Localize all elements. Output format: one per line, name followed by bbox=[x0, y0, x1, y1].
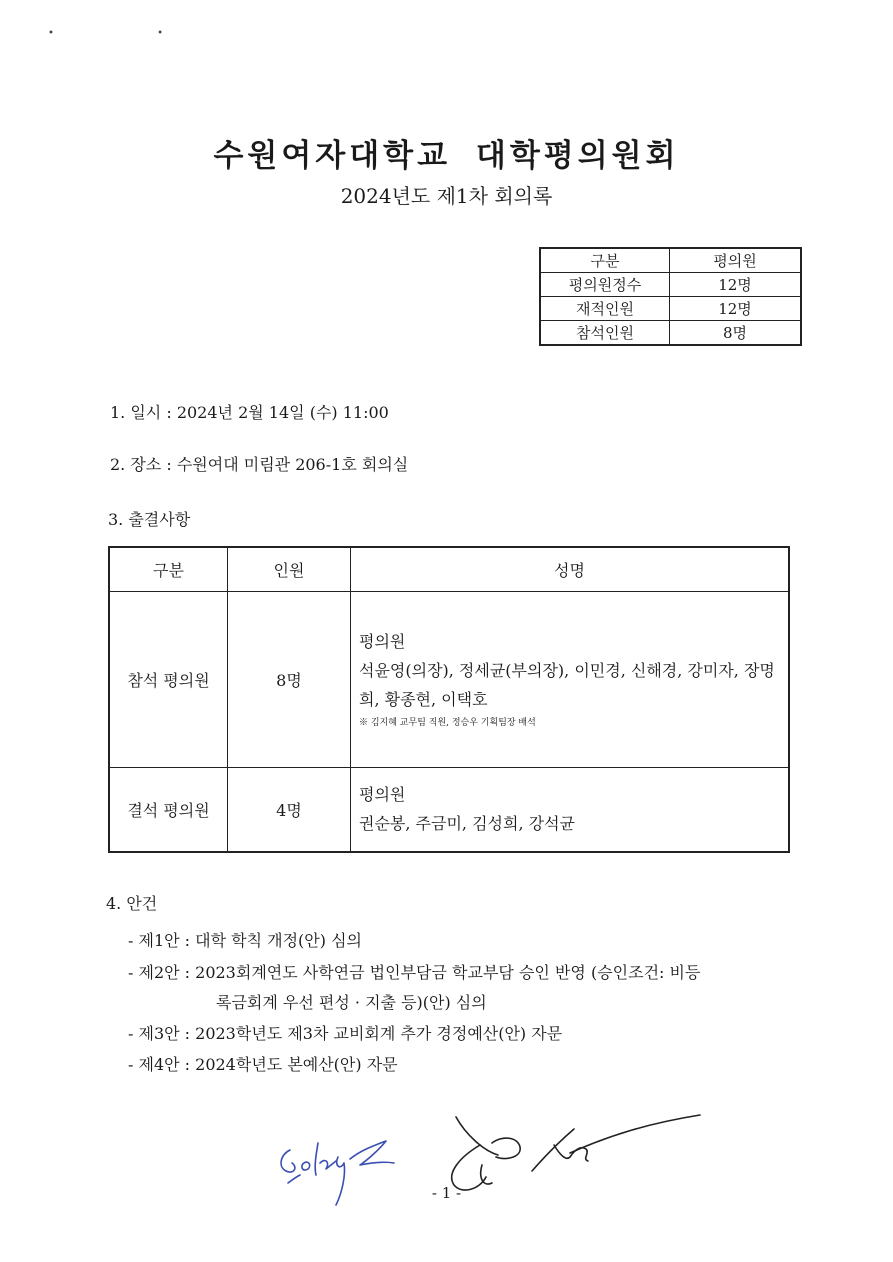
present-names-cell bbox=[351, 591, 790, 767]
agenda-heading: 4. 안건 bbox=[106, 894, 158, 913]
attendance-header-category: 구분 bbox=[109, 547, 228, 591]
summary-header-members: 평의원 bbox=[670, 248, 802, 273]
attendance-heading: 3. 출결사항 bbox=[108, 510, 191, 529]
page-number: - 1 - bbox=[431, 1184, 462, 1202]
table-row bbox=[109, 767, 789, 852]
present-category: 참석 평의원 bbox=[109, 591, 228, 767]
agenda-item-2: - 제2안 : 2023회계연도 사학연금 법인부담금 학교부담 승인 반영 (승인조건: 비등 bbox=[128, 963, 701, 982]
table-row bbox=[540, 273, 801, 297]
agenda-item-3: - 제3안 : 2023학년도 제3차 교비회계 추가 경정예산(안) 자문 bbox=[128, 1024, 563, 1043]
table-header-row bbox=[109, 547, 789, 591]
absent-count: 4명 bbox=[228, 767, 351, 852]
agenda-item-1: - 제1안 : 대학 학칙 개정(안) 심의 bbox=[128, 931, 362, 950]
attendance-header-names: 성명 bbox=[351, 547, 790, 591]
table-row bbox=[540, 321, 801, 346]
present-group-label: 평의원 bbox=[359, 631, 406, 651]
absent-names-cell bbox=[351, 767, 790, 852]
summary-value: 12명 bbox=[670, 273, 802, 297]
attendance-table bbox=[108, 546, 790, 853]
summary-value: 8명 bbox=[670, 321, 802, 346]
present-names: 석윤영(의장), 정세균(부의장), 이민경, 신해경, 강미자, 장명희, 황종현, 이택호 bbox=[359, 660, 775, 709]
agenda-item-4: - 제4안 : 2024학년도 본예산(안) 자문 bbox=[128, 1055, 398, 1074]
absent-names: 권순봉, 주금미, 김성희, 강석균 bbox=[359, 814, 575, 834]
absent-group-label: 평의원 bbox=[359, 785, 406, 805]
membership-summary-table bbox=[539, 247, 802, 346]
table-header-row bbox=[540, 248, 801, 273]
summary-label: 참석인원 bbox=[540, 321, 670, 346]
signature-dark bbox=[452, 1115, 700, 1190]
attendance-header-count: 인원 bbox=[228, 547, 351, 591]
summary-label: 재적인원 bbox=[540, 297, 670, 321]
agenda-item-2-continued: 록금회계 우선 편성 · 지출 등)(안) 심의 bbox=[216, 993, 487, 1012]
summary-label: 평의원정수 bbox=[540, 273, 670, 297]
meeting-date: 1. 일시 : 2024년 2월 14일 (수) 11:00 bbox=[110, 403, 389, 422]
table-row bbox=[540, 297, 801, 321]
present-note: ※ 김지혜 교무팀 직원, 정승우 기획팀장 배석 bbox=[359, 717, 536, 728]
summary-value: 12명 bbox=[670, 297, 802, 321]
meeting-place: 2. 장소 : 수원여대 미림관 206-1호 회의실 bbox=[110, 455, 409, 474]
document-title: 수원여자대학교 대학평의원회 bbox=[213, 138, 680, 174]
absent-category: 결석 평의원 bbox=[109, 767, 228, 852]
table-row bbox=[109, 591, 789, 767]
document-subtitle: 2024년도 제1차 회의록 bbox=[340, 184, 553, 208]
present-count: 8명 bbox=[228, 591, 351, 767]
scan-marks: • • bbox=[48, 28, 213, 39]
summary-header-category: 구분 bbox=[540, 248, 670, 273]
